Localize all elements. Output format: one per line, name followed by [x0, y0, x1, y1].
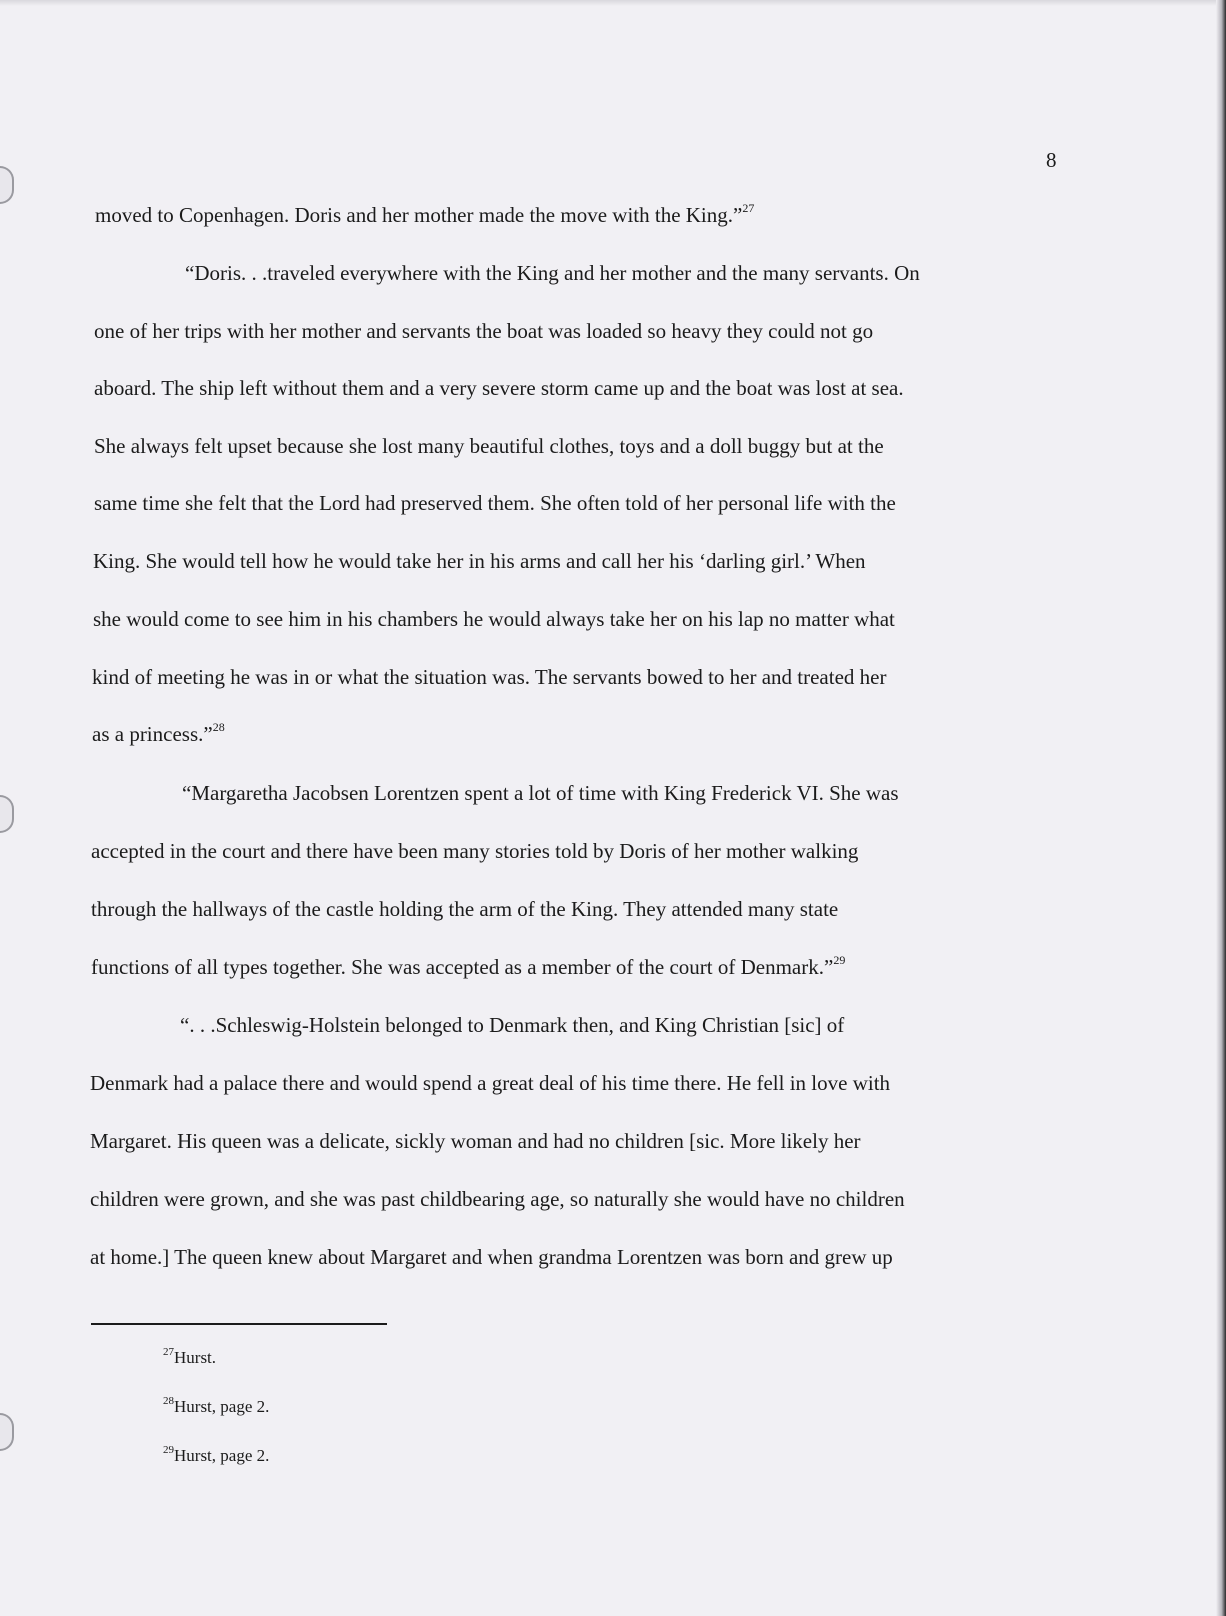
footnote-27: $^{27}$Hurst. — [163, 1346, 217, 1367]
footnote-ref-27: 27 — [742, 201, 755, 215]
text-line-4: aboard. The ship left without them and a very severe storm came up and the boat was lost at sea. — [94, 376, 904, 400]
punch-hole-top — [0, 166, 14, 204]
text-line-8: she would come to see him in his chambers he would always take her on his lap no matter what — [93, 607, 895, 631]
footnote-separator — [91, 1323, 387, 1325]
text-line-9: kind of meeting he was in or what the situation was. The servants bowed to her and treated her — [92, 665, 887, 689]
page-top-edge — [0, 0, 1226, 6]
text-line-17: Margaret. His queen was a delicate, sickly woman and had no children [sic. More likely her — [90, 1129, 861, 1153]
footnote-ref-28: 28 — [212, 720, 225, 734]
text-line-11: “Margaretha Jacobsen Lorentzen spent a lot of time with King Frederick VI. She was — [182, 781, 899, 805]
text-line-10: as a princess.”$^{28}$ — [92, 720, 225, 746]
text-line-1: moved to Copenhagen. Doris and her mother made the move with the King.”$^{27}$ — [95, 201, 755, 227]
text-line-2: “Doris. . .traveled everywhere with the King and her mother and the many servants. On — [185, 261, 920, 285]
text-line-16: Denmark had a palace there and would spend a great deal of his time there. He fell in love with — [90, 1071, 891, 1095]
page-number: 8 — [1046, 148, 1057, 172]
text-line-14: functions of all types together. She was accepted as a member of the court of Denmark.”$^{29}$ — [91, 953, 846, 979]
text-line-7: King. She would tell how he would take her in his arms and call her his ‘darling girl.’ When — [93, 549, 866, 573]
text-line-18: children were grown, and she was past childbearing age, so naturally she would have no children — [90, 1187, 905, 1211]
footnote-28: $^{28}$Hurst, page 2. — [163, 1395, 270, 1416]
page-right-edge-shadow — [1216, 0, 1226, 1616]
text-line-12: accepted in the court and there have been many stories told by Doris of her mother walking — [91, 839, 859, 863]
text-line-3: one of her trips with her mother and servants the boat was loaded so heavy they could not go — [94, 319, 874, 343]
text-line-19: at home.] The queen knew about Margaret and when grandma Lorentzen was born and grew up — [90, 1245, 893, 1269]
footnote-ref-29: 29 — [833, 953, 846, 967]
text-line-15: “. . .Schleswig-Holstein belonged to Denmark then, and King Christian [sic] of — [180, 1013, 845, 1037]
text-line-5: She always felt upset because she lost many beautiful clothes, toys and a doll buggy but at the — [94, 434, 884, 458]
text-line-13: through the hallways of the castle holding the arm of the King. They attended many state — [91, 897, 839, 921]
footnote-29: $^{29}$Hurst, page 2. — [163, 1444, 270, 1465]
text-line-6: same time she felt that the Lord had preserved them. She often told of her personal life with the — [94, 491, 896, 515]
punch-hole-middle — [0, 795, 14, 833]
punch-hole-bottom — [0, 1413, 14, 1451]
